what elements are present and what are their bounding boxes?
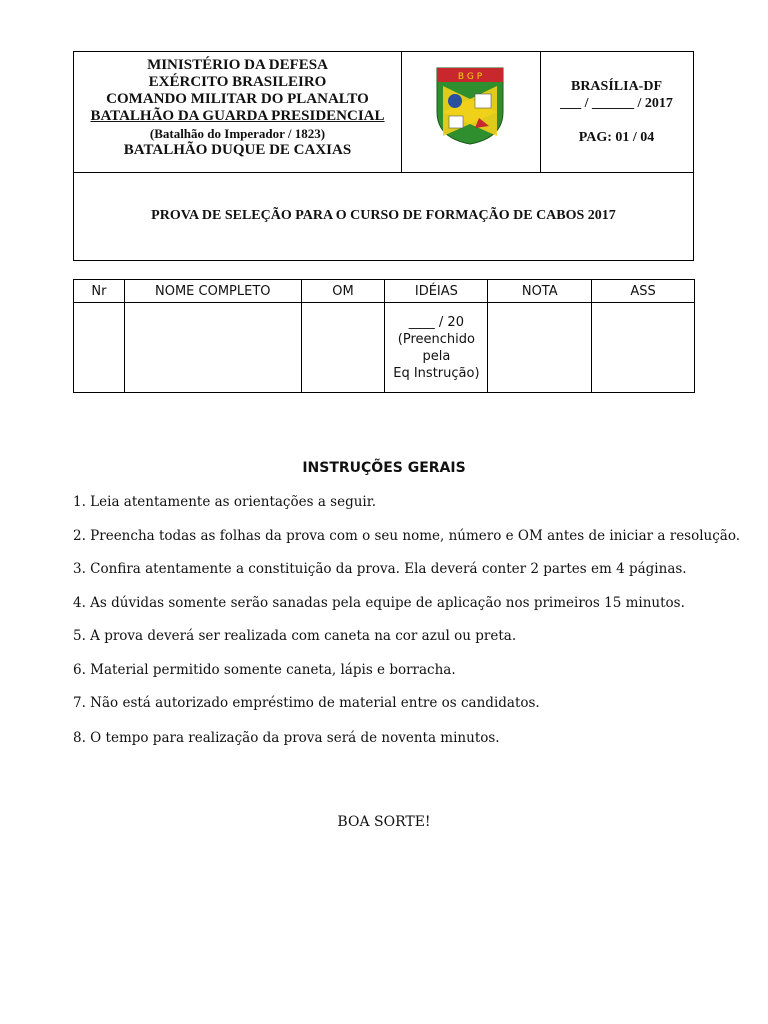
nome-completo-field[interactable]: [124, 303, 301, 393]
col-nome-completo: NOME COMPLETO: [124, 280, 301, 303]
header-top-row: [74, 52, 693, 173]
battalion-subtitle: (Batalhão do Imperador / 1823): [149, 126, 326, 141]
city: BRASÍLIA-DF: [570, 79, 662, 94]
ideias-note-2: pela: [422, 348, 451, 364]
table-row: [74, 303, 695, 393]
nr-field[interactable]: [74, 303, 125, 393]
col-ideias: IDÉIAS: [385, 280, 488, 303]
ideias-note-1: (Preenchido: [397, 331, 475, 347]
instructions-title: INSTRUÇÕES GERAIS: [302, 460, 466, 476]
command-line: COMANDO MILITAR DO PLANALTO: [106, 91, 369, 107]
header-box: [73, 51, 694, 261]
institution-block: [74, 52, 402, 172]
instruction-item: 8. O tempo para realização da prova será de noventa minutos.: [73, 730, 500, 746]
bgp-crest-icon: [435, 66, 505, 146]
crest-cell: [402, 52, 541, 172]
col-om: OM: [301, 280, 385, 303]
om-field[interactable]: [301, 303, 385, 393]
candidate-table: [73, 279, 695, 393]
ass-field[interactable]: [592, 303, 695, 393]
exam-title: PROVA DE SELEÇÃO PARA O CURSO DE FORMAÇÃO DE CABOS 2017: [151, 208, 616, 223]
page-number: PAG: 01 / 04: [578, 130, 655, 145]
battalion-line: BATALHÃO DA GUARDA PRESIDENCIAL: [90, 108, 385, 124]
col-nota: NOTA: [488, 280, 592, 303]
instruction-item: 3. Confira atentamente a constituição da prova. Ela deverá conter 2 partes em 4 páginas.: [73, 561, 687, 577]
date-page-block: [540, 52, 693, 172]
instruction-item: 1. Leia atentamente as orientações a seguir.: [73, 494, 376, 510]
date-blank: ___ / ______ / 2017: [560, 96, 673, 111]
col-nr: Nr: [74, 280, 125, 303]
ministry-line: MINISTÉRIO DA DEFESA: [147, 57, 328, 73]
nota-field[interactable]: [488, 303, 592, 393]
instruction-item: 4. As dúvidas somente serão sanadas pela equipe de aplicação nos primeiros 15 minutos.: [73, 595, 685, 611]
crest-letters: B G P: [457, 72, 483, 82]
instruction-item: 6. Material permitido somente caneta, lápis e borracha.: [73, 662, 456, 678]
closing-message: BOA SORTE!: [337, 814, 431, 830]
col-ass: ASS: [592, 280, 695, 303]
instruction-item: 2. Preencha todas as folhas da prova com o seu nome, número e OM antes de iniciar a resolução.: [73, 528, 741, 544]
table-header-row: [74, 280, 695, 303]
ideias-cell: [385, 303, 488, 393]
army-line: EXÉRCITO BRASILEIRO: [148, 74, 327, 90]
instruction-item: 5. A prova deverá ser realizada com caneta na cor azul ou preta.: [73, 628, 517, 644]
ideias-score: ____ / 20: [408, 314, 464, 330]
instruction-item: 7. Não está autorizado empréstimo de material entre os candidatos.: [73, 695, 540, 711]
duque-line: BATALHÃO DUQUE DE CAXIAS: [123, 142, 352, 158]
ideias-note-3: Eq Instrução): [393, 365, 480, 381]
